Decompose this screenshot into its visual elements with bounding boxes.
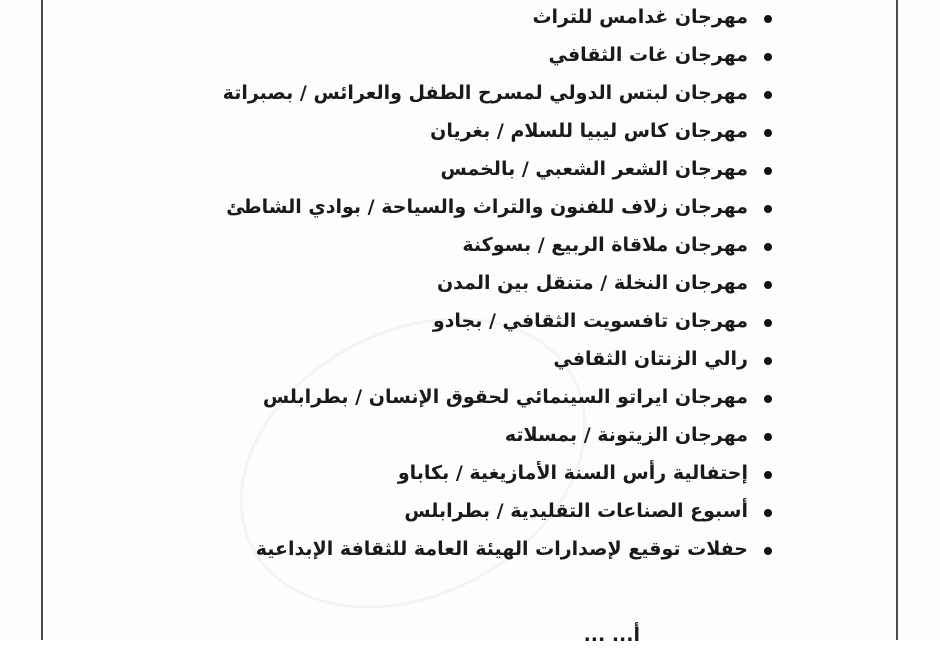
bullet-icon bbox=[764, 15, 772, 23]
bullet-icon bbox=[764, 167, 772, 175]
bullet-icon bbox=[764, 243, 772, 251]
page-border-right bbox=[896, 0, 898, 640]
festival-name: مهرجان زلاف للفنون والتراث والسياحة / بوادي الشاطئ bbox=[226, 195, 748, 218]
list-item bbox=[223, 76, 772, 114]
festival-name: مهرجان غدامس للتراث bbox=[532, 5, 748, 28]
list-item bbox=[223, 228, 772, 266]
partial-text-line: أ... ... bbox=[583, 624, 640, 646]
list-item bbox=[223, 532, 772, 570]
list-item bbox=[223, 190, 772, 228]
bullet-icon bbox=[764, 281, 772, 289]
festival-name: مهرجان الزيتونة / بمسلاته bbox=[504, 423, 748, 446]
list-item bbox=[223, 266, 772, 304]
list-item bbox=[223, 304, 772, 342]
list-item bbox=[223, 342, 772, 380]
festival-name: رالي الزنتان الثقافي bbox=[553, 347, 748, 370]
bullet-icon bbox=[764, 129, 772, 137]
list-item bbox=[223, 0, 772, 38]
bullet-icon bbox=[764, 471, 772, 479]
list-item bbox=[223, 418, 772, 456]
list-item bbox=[223, 38, 772, 76]
festival-name: أسبوع الصناعات التقليدية / بطرابلس bbox=[404, 499, 748, 522]
bullet-icon bbox=[764, 357, 772, 365]
festival-list bbox=[223, 0, 772, 570]
festival-name: مهرجان النخلة / متنقل بين المدن bbox=[436, 271, 748, 294]
list-item bbox=[223, 380, 772, 418]
festival-name: حفلات توقيع لإصدارات الهيئة العامة للثقافة الإبداعية bbox=[255, 537, 748, 560]
page-border-left bbox=[41, 0, 43, 640]
bullet-icon bbox=[764, 91, 772, 99]
festival-name: مهرجان غات الثقافي bbox=[548, 43, 748, 66]
bullet-icon bbox=[764, 395, 772, 403]
list-item bbox=[223, 456, 772, 494]
festival-name: مهرجان لبتس الدولي لمسرح الطفل والعرائس / بصبراتة bbox=[222, 81, 748, 104]
bullet-icon bbox=[764, 319, 772, 327]
bullet-icon bbox=[764, 547, 772, 555]
bullet-icon bbox=[764, 509, 772, 517]
festival-name: مهرجان ايراتو السينمائي لحقوق الإنسان / بطرابلس bbox=[262, 385, 748, 408]
festival-name: إحتفالية رأس السنة الأمازيغية / بكاباو bbox=[397, 461, 748, 484]
festival-name: مهرجان كاس ليبيا للسلام / بغريان bbox=[430, 119, 748, 142]
bullet-icon bbox=[764, 205, 772, 213]
festival-name: مهرجان تافسويت الثقافي / بجادو bbox=[432, 309, 748, 332]
bullet-icon bbox=[764, 433, 772, 441]
festival-name: مهرجان ملاقاة الربيع / بسوكنة bbox=[462, 233, 748, 256]
bullet-icon bbox=[764, 53, 772, 61]
festival-name: مهرجان الشعر الشعبي / بالخمس bbox=[440, 157, 748, 180]
list-item bbox=[223, 152, 772, 190]
list-item bbox=[223, 494, 772, 532]
list-item bbox=[223, 114, 772, 152]
